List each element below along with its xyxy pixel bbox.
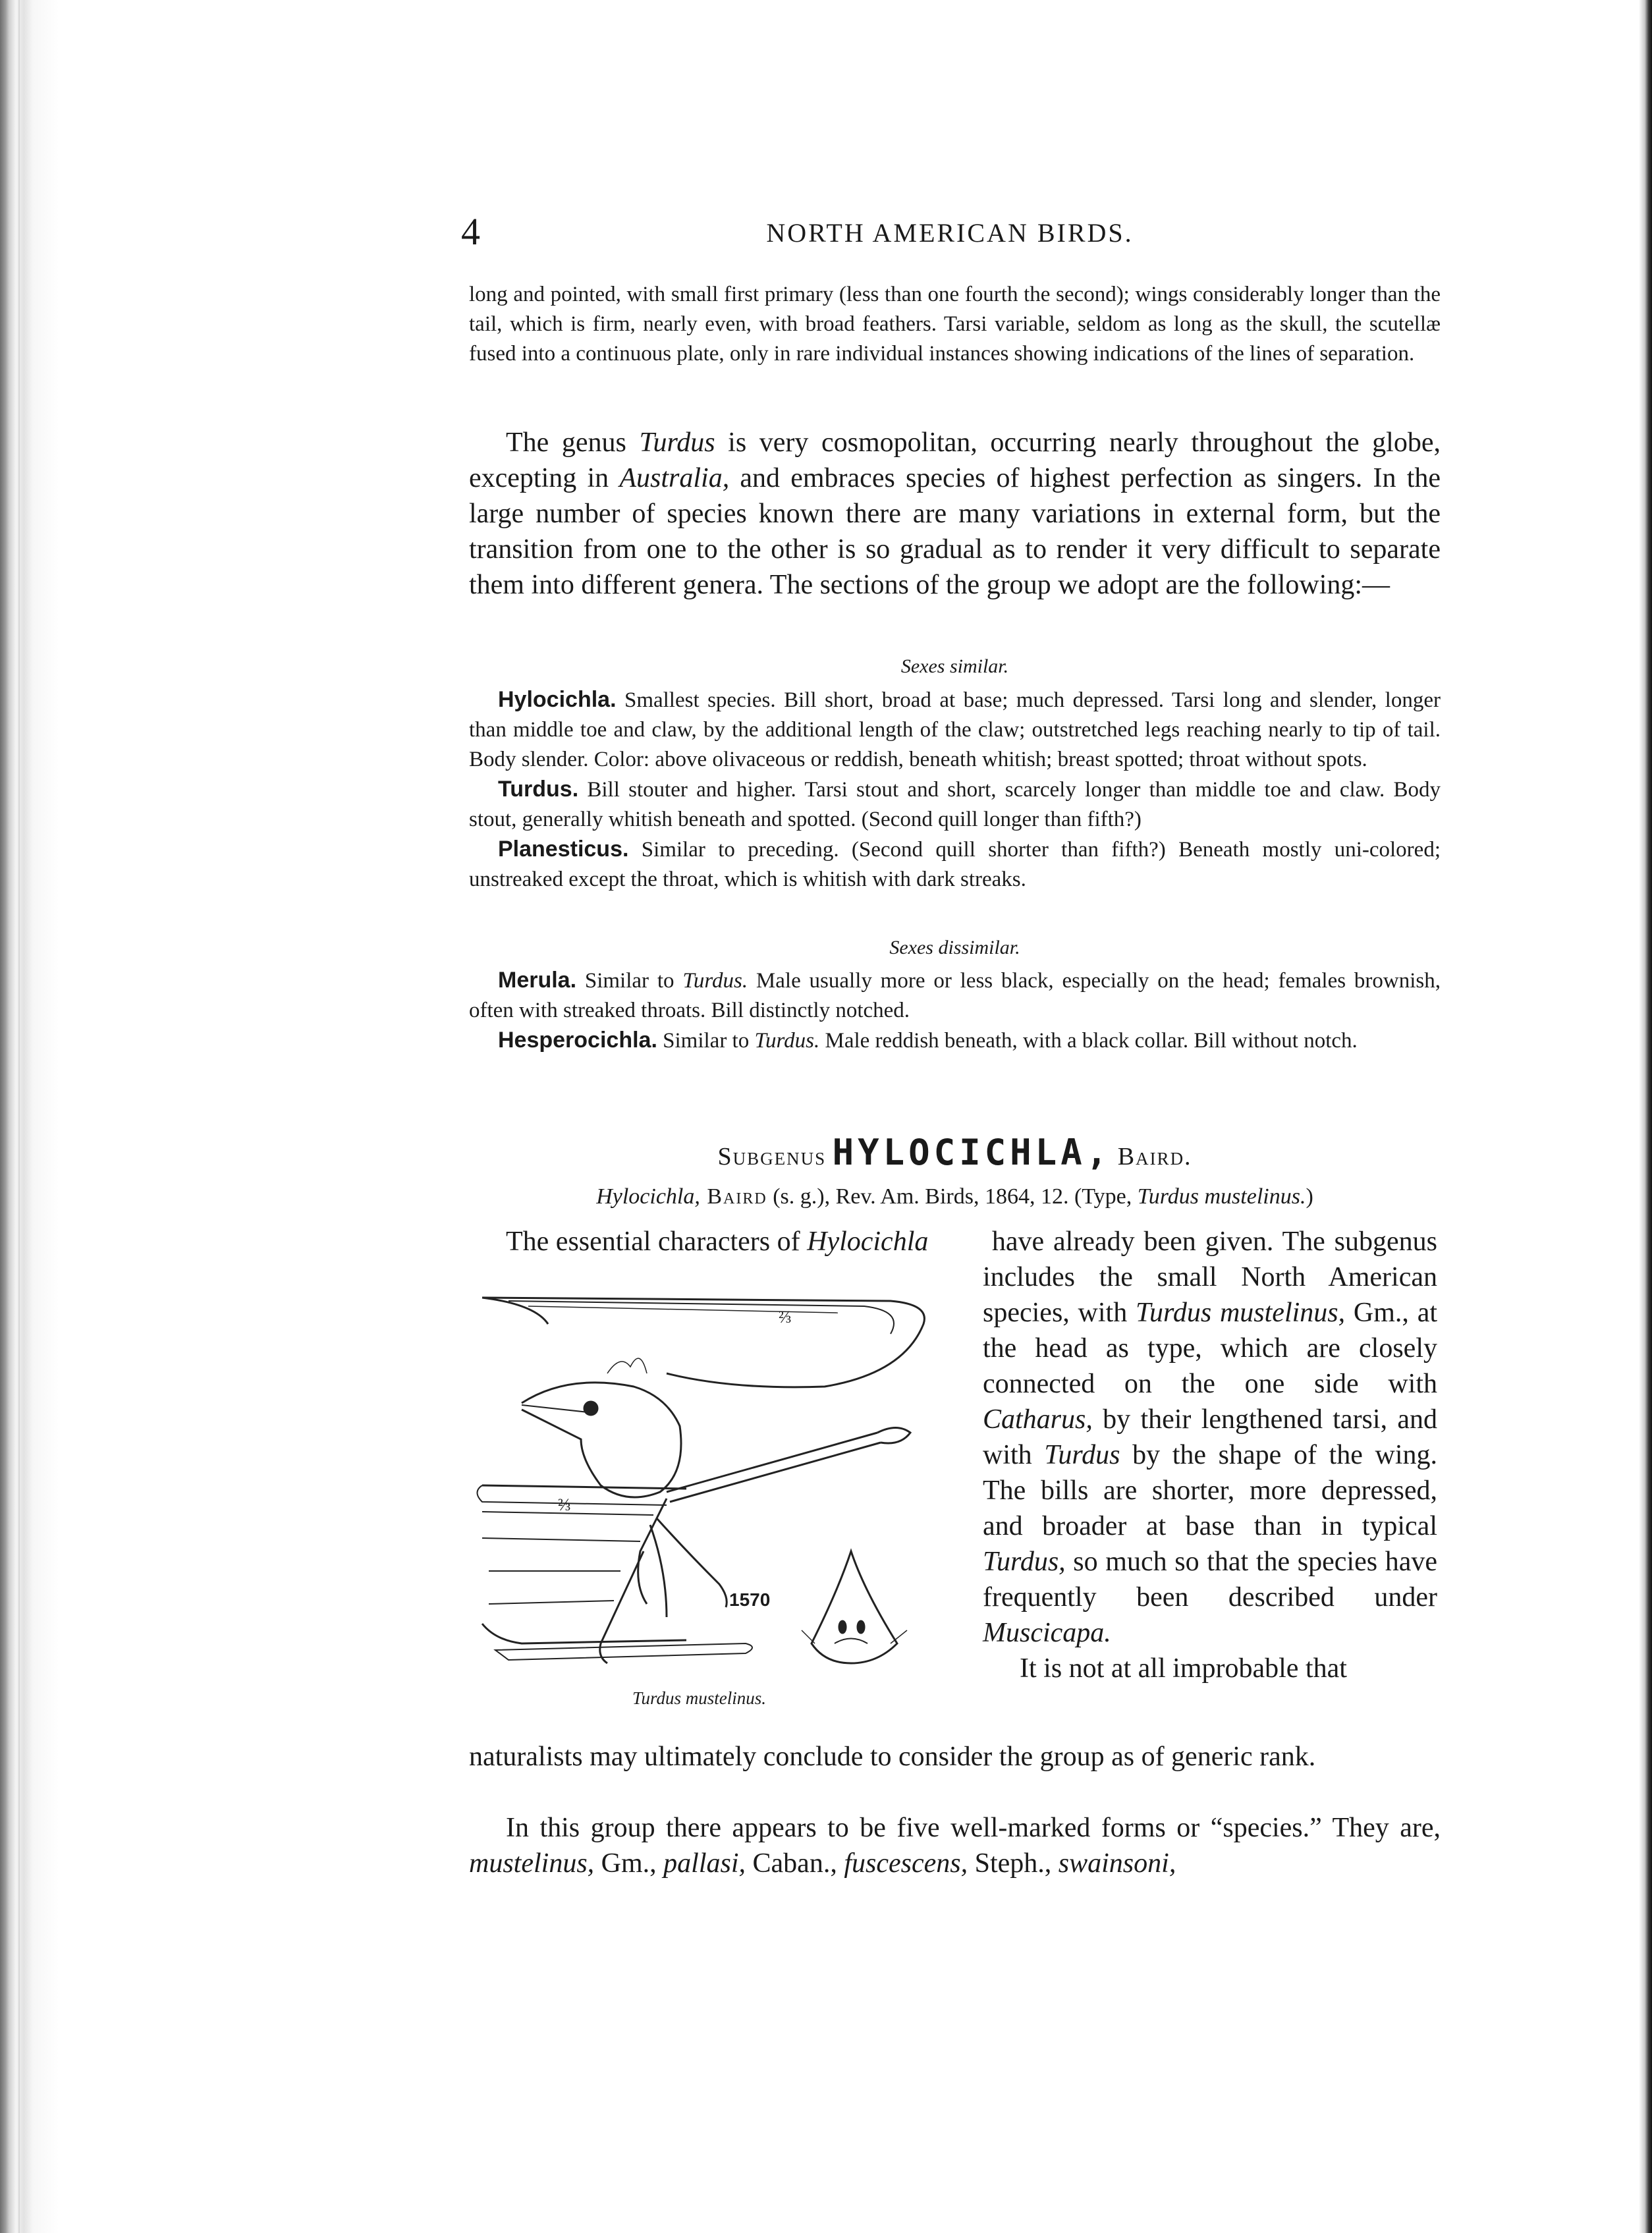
key-name-hesperocichla: Hesperocichla.: [498, 1028, 657, 1053]
intro-text: long and pointed, with small first primary (less than one fourth the second); wings considerably longer than the tail, which is firm, nearly even, with broad feathers. Tarsi variable, seldom as long as the skull, the scutellæ fused into a continuous plate, only in rare individual instances showing indications of the lines of separation.: [469, 283, 1441, 366]
subgenus-name: HYLOCICHLA,: [832, 1132, 1112, 1173]
taxon-turdus-mustelinus: Turdus mustelinus,: [1136, 1298, 1346, 1328]
species-fuscescens: fuscescens,: [844, 1848, 968, 1879]
synonymy-line: Hylocichla, Baird (s. g.), Rev. Am. Birds, 1864, 12. (Type, Turdus mustelinus.): [596, 1184, 1313, 1209]
place-australia: Australia,: [619, 463, 730, 493]
subgenus-paragraph-wrapped: [983, 1224, 1437, 1686]
species-swainsoni: swainsoni,: [1058, 1848, 1176, 1879]
wrapped-continuation: It is not at all improbable that: [1020, 1653, 1347, 1684]
key-name-merula: Merula.: [498, 968, 577, 993]
key-heading-sexes-similar: Sexes similar.: [900, 655, 1009, 677]
key-name-planesticus: Planesticus.: [498, 837, 629, 862]
paragraph-end-text: naturalists may ultimately conclude to consider the group as of generic rank.: [469, 1742, 1316, 1772]
key-entry-hylocichla: Hylocichla. Smallest species. Bill short, broad at base; much depressed. Tarsi long and slender, longer than middle toe and claw, by the additional length of the claw; outstretched legs reaching nearly to tip of tail. Body slender. Color: above olivaceous or reddish, beneath whitish; breast spotted; throat without spots.: [469, 687, 1441, 771]
scale-label-lower-wing: ⅔: [558, 1495, 571, 1514]
genus-paragraph: [469, 425, 1441, 603]
species-pallasi: pallasi,: [663, 1848, 746, 1879]
key-entry-planesticus: Planesticus. Similar to preceding. (Second quill shorter than fifth?) Beneath mostly uni-colored; unstreaked except the throat, which is whitish with dark streaks.: [469, 837, 1441, 891]
figure-turdus-mustelinus: [469, 1275, 960, 1719]
taxon-turdus: Turdus: [639, 427, 715, 458]
key-entry-hesperocichla: Hesperocichla. Similar to Turdus. Male reddish beneath, with a black collar. Bill without notch.: [498, 1028, 1358, 1053]
page-edge-shadow: [1639, 0, 1652, 2233]
taxon-catharus: Catharus,: [983, 1404, 1093, 1435]
figure-caption: Turdus mustelinus.: [632, 1688, 767, 1708]
genus-paragraph-text: The genus Turdus is very cosmopolitan, occurring nearly throughout the globe, excepting in Australia, and embraces species of highest perfection as singers. In the large number of species known there are many variations in external form, but the transition from one to the other is so gradual as to render it very difficult to separate them into different genera. The sections of the group we adopt are the following:—: [469, 427, 1441, 600]
bird-head-foot-wing-illustration: [469, 1275, 960, 1683]
first-line-text: The essential characters of Hylocichla: [506, 1227, 929, 1257]
scale-label-wing: ⅔: [779, 1308, 792, 1327]
running-head: [461, 209, 1439, 262]
key-heading-sexes-dissimilar: Sexes dissimilar.: [889, 937, 1020, 958]
species-mustelinus: mustelinus,: [469, 1848, 595, 1879]
subgenus-prefix: Subgenus: [717, 1143, 827, 1171]
taxon-hylocichla: Hylocichla: [807, 1227, 929, 1257]
book-binding-shadow: [0, 0, 59, 2233]
key-section-similar: [469, 685, 1441, 895]
species-paragraph: [469, 1810, 1441, 1881]
running-title: NORTH AMERICAN BIRDS.: [766, 218, 1134, 248]
figure-number: 1570: [729, 1589, 771, 1610]
key-entry-merula: Merula. Similar to Turdus. Male usually more or less black, especially on the head; females brownish, often with streaked throats. Bill distinctly notched.: [469, 968, 1441, 1022]
key-name-turdus: Turdus.: [498, 777, 579, 802]
key-name-hylocichla: Hylocichla.: [498, 687, 617, 712]
subgenus-paragraph-end: [469, 1739, 1441, 1775]
species-paragraph-text: In this group there appears to be five well-marked forms or “species.” They are, mustelinus, Gm., pallasi, Caban., fuscescens, Steph., swainsoni,: [469, 1813, 1441, 1879]
subgenus-heading: [469, 1132, 1441, 1173]
intro-continuation: [469, 280, 1441, 369]
wrapped-text: have already been given. The subgenus includes the small North American species, with Turdus mustelinus, Gm., at the head as type, which are closely connected on the one side with Catharus, by their lengthened tarsi, and with Turdus by the shape of the wing. The bills are shorter, more depressed, and broader at base than in typical Turdus, so much so that the species have frequently been described under Muscicapa.: [983, 1227, 1438, 1648]
key-entry-turdus: Turdus. Bill stouter and higher. Tarsi stout and short, scarcely longer than middle toe and claw. Body stout, generally whitish beneath and spotted. (Second quill longer than fifth?): [469, 777, 1441, 831]
page-number: 4: [461, 210, 480, 253]
key-section-dissimilar: [469, 966, 1441, 1056]
subgenus-author: Baird.: [1117, 1143, 1192, 1171]
taxon-muscicapa: Muscicapa.: [983, 1618, 1111, 1648]
